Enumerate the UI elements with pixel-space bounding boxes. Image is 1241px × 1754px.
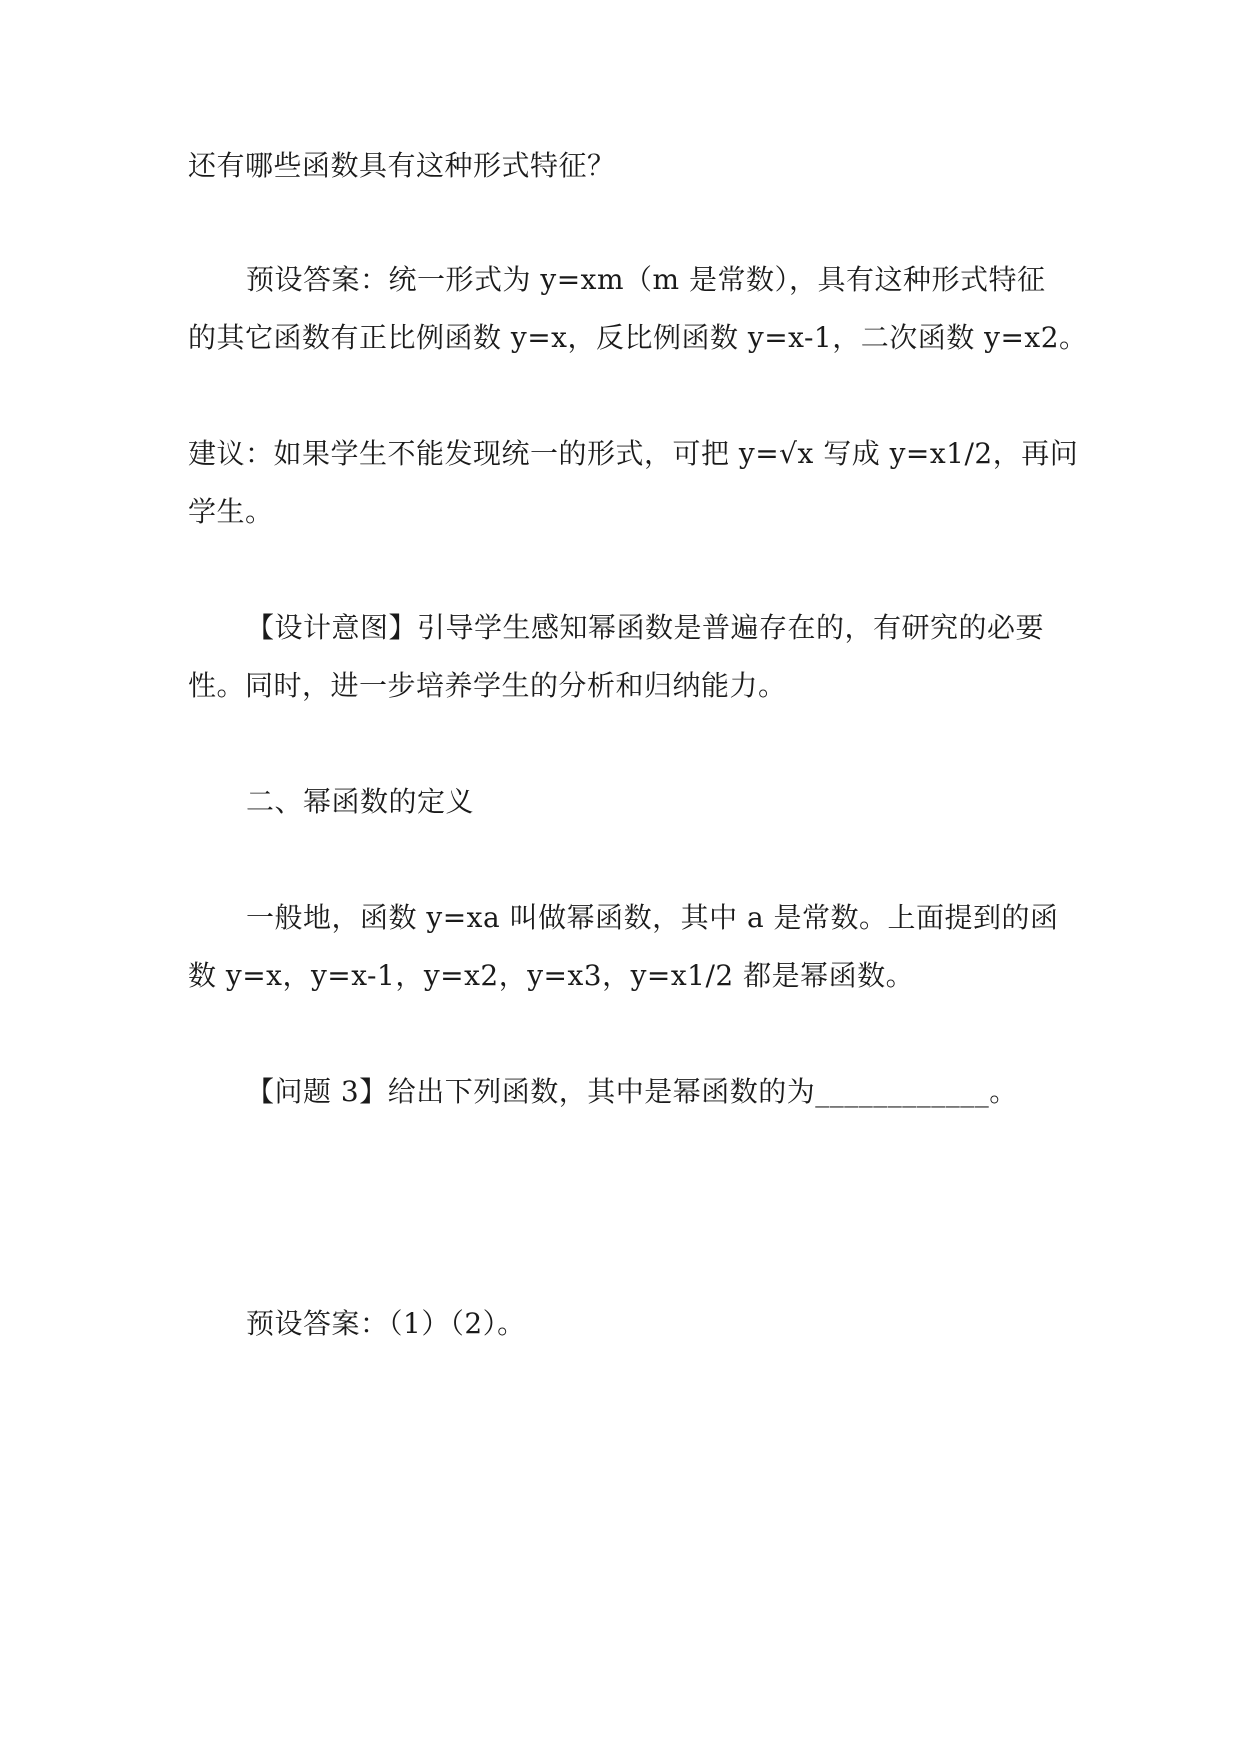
design-intent-line-2: 性。同时，进一步培养学生的分析和归纳能力。 xyxy=(188,669,787,702)
suggestion-line-1: 建议：如果学生不能发现统一的形式，可把 y=√x 写成 y=x1/2，再问 xyxy=(188,437,1079,470)
section-heading: 二、幂函数的定义 xyxy=(246,785,475,818)
problem-3-line: 【问题 3】给出下列函数，其中是幂函数的为____________。 xyxy=(246,1075,1018,1108)
preset-answer-final: 预设答案：（1）（2）。 xyxy=(246,1307,526,1340)
question-line: 还有哪些函数具有这种形式特征？ xyxy=(188,149,616,182)
preset-answer-line-2: 的其它函数有正比例函数 y=x，反比例函数 y=x-1，二次函数 y=x2。 xyxy=(188,321,1088,354)
definition-line-1: 一般地，函数 y=xa 叫做幂函数，其中 a 是常数。上面提到的函 xyxy=(246,901,1059,934)
definition-line-2: 数 y=x，y=x-1，y=x2，y=x3，y=x1/2 都是幂函数。 xyxy=(188,959,915,992)
preset-answer-line-1: 预设答案：统一形式为 y=xm（m 是常数），具有这种形式特征 xyxy=(246,263,1046,296)
design-intent-line-1: 【设计意图】引导学生感知幂函数是普遍存在的，有研究的必要 xyxy=(246,611,1045,644)
suggestion-line-2: 学生。 xyxy=(188,495,274,528)
